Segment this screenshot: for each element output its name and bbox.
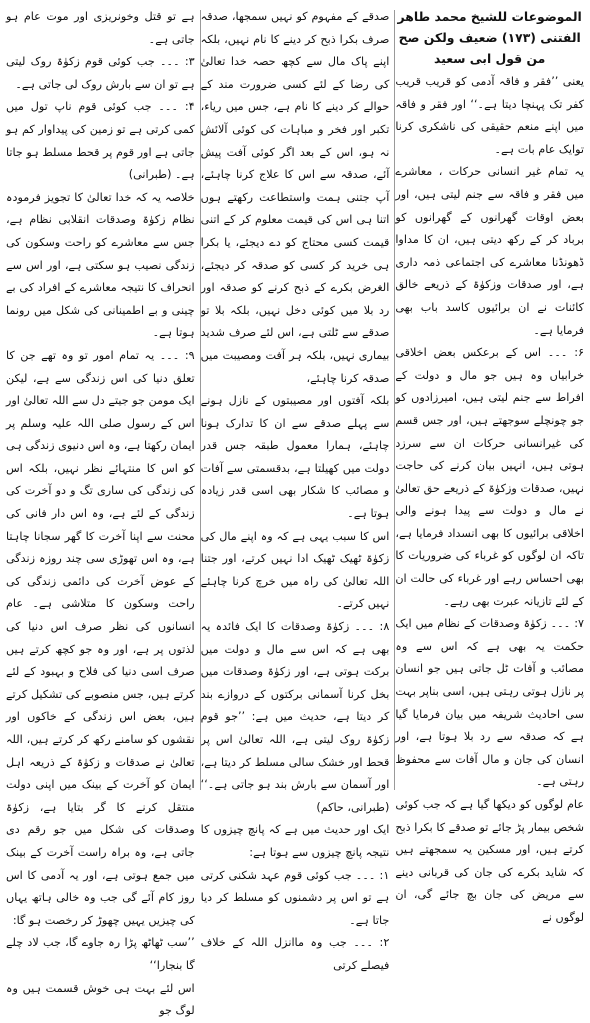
paragraph: اس لئے بہت ہی خوش قسمت ہیں وہ لوگ جو	[5, 981, 195, 1018]
column-divider	[394, 10, 395, 790]
paragraph: خلاصہ یہ کہ خدا تعالیٰ کا تجویز فرمودہ نظام زکوٰۃ وصدقات انقلابی نظام ہے، جس سے معاشرے کو راحت وسکون کی زندگی نصیب ہو سکتی ہے، اور اس سے انحراف کا نتیجہ معاشرے کے افراد کی بے چینی و بے اطمینانی کی شکل میں رونما ہوتا ہے۔	[5, 190, 195, 340]
paragraph: ’’سب ٹھاٹھ پڑا رہ جاوے گا، جب لاد چلے گا بنجارا‘‘	[5, 936, 195, 972]
paragraph: ایک اور حدیث میں ہے کہ پانچ چیزوں کا نتیجہ پانچ چیزوں سے ہوتا ہے:	[200, 823, 390, 859]
paragraph: یہ تمام غیر انسانی حرکات ، معاشرے میں فقر و فاقہ سے جنم لیتی ہیں، اور بعض اوقات گھرانوں کے گھرانوں کو برباد کر کے رکھ دیتی ہیں، ان کا مداوا ڈھونڈنا معاشرے کی اجتماعی ذمہ داری ہے، اور صدقات وزکوٰۃ کے ذریعے خالق کائنات نے ان برائیوں کاسد باب بھی فرمایا ہے۔	[395, 165, 584, 337]
column-right	[395, 6, 584, 924]
column-middle	[200, 6, 390, 972]
paragraph: ۷: ۔۔۔ زکوٰۃ وصدقات کے نظام میں ایک حکمت یہ بھی ہے کہ اس سے وہ مصائب و آفات ٹل جاتی ہیں جو انسان پر نازل ہوتی رہتی ہیں، اسی بناپر بہت سی احادیث شریفہ میں بیان فرمایا گیا ہے کہ صدقہ سے رد بلا ہوتا ہے، اور انسان کی جان و مال آفات سے محفوظ رہتی ہے۔	[395, 617, 584, 789]
paragraph: اس کا سبب یہی ہے کہ وہ اپنے مال کی زکوٰۃ ٹھیک ٹھیک ادا نہیں کرتے، اور جتنا اللہ تعالیٰ کی راہ میں خرچ کرنا چاہئے نہیں کرتے۔	[200, 529, 390, 611]
paragraph: ۶: ۔۔۔ اس کے برعکس بعض اخلاقی خرابیاں وہ ہیں جو مال و دولت کے افراط سے جنم لیتی ہیں، امیرزادوں کو جو چونچلے سوجھتے ہیں، اور جس قسم کی غیرانسانی حرکات ان سے سرزد ہوتی ہیں، انہیں بیان کرنے کی حاجت نہیں، صدقات وزکوٰۃ کے ذریعے حق تعالیٰ نے مال و دولت سے پیدا ہونے والی اخلاقی برائیوں کا بھی انسداد فرمایا ہے، تاکہ ان لوگوں کو غرباء کی ضروریات کا بھی احساس رہے اور غرباء کی حالت ان کے لئے تازیانہ عبرت بھی رہے۔	[395, 346, 584, 608]
paragraph: یعنی ’’فقر و فاقہ آدمی کو قریب قریب کفر تک پہنچا دیتا ہے۔‘‘ اور فقر و فاقہ میں اپنے منعم حقیقی کی ناشکری کرنا توایک عام بات ہے۔	[395, 75, 584, 156]
paragraph: عام لوگوں کو دیکھا گیا ہے کہ جب کوئی شخص بیمار پڑ جائے تو صدقے کا بکرا ذبح کرتے ہیں، اور مسکین یہ سمجھتے ہیں کہ شاید بکرے کی جان کی قربانی دینے سے مریض کی جان بچ جائے گی، ان لوگوں نے	[395, 798, 584, 924]
paragraph: ہے تو قتل وخونریزی اور موت عام ہو جاتی ہے۔	[5, 10, 195, 46]
paragraph: ۹: ۔۔۔ یہ تمام امور تو وہ تھے جن کا تعلق دنیا کی اس زندگی سے ہے، لیکن ایک مومن جو جیتے دل سے اللہ تعالیٰ اور اس کے رسول صلی اللہ علیہ وسلم پر ایمان رکھتا ہے، وہ اس دنیوی زندگی ہی کو اس کا منتہائے نظر نہیں، بلکہ اس کی زندگی کی ساری تگ و دو آخرت کی زندگی کے لئے ہے، وہ اس دار فانی کی محنت سے اپنا آخرت کا گھر سجانا چاہتا ہے، وہ اس تھوڑی سی چند روزہ زندگی کے عوض آخرت کی دائمی زندگی کی راحت وسکون کا متلاشی ہے۔ عام انسانوں کی نظر صرف اس دنیا کی لذتوں پر ہے، اور وہ جو کچھ کرتے ہیں صرف اسی دنیا کی فلاح و بہبود کے لئے کرتے ہیں، جس منصوبے کی تشکیل کرتے ہیں، بعض اس زندگی کے خاکوں اور نقشوں کو سامنے رکھ کر کرتے ہیں، اللہ تعالیٰ نے صدقات و زکوٰۃ کے ذریعہ اہل ایمان کو آخرت کے بینک میں اپنی دولت منتقل کرنے کا گر بتایا ہے، زکوٰۃ وصدقات کی شکل میں جو رقم دی جاتی ہے، وہ براہ راست آخرت کے بینک میں جمع ہوتی ہے، اور یہ آدمی کا اس روز کام آئے گی جب وہ خالی ہاتھ یہاں کی چیزیں یہیں چھوڑ کر رخصت ہو گا:	[5, 348, 195, 927]
column-divider	[200, 10, 201, 790]
paragraph: ۸: ۔۔۔ زکوٰۃ وصدقات کا ایک فائدہ یہ بھی ہے کہ اس سے مال و دولت میں برکت ہوتی ہے، اور زکوٰۃ وصدقات میں بخل کرنا آسمانی برکتوں کے دروازے بند کر دیتا ہے، حدیث میں ہے: ’’جو قوم زکوٰۃ روک لیتی ہے، اللہ تعالیٰ اس پر قحط اور خشک سالی مسلط کر دیتا ہے، اور آسمان سے بارش بند ہو جاتی ہے۔‘‘ (طبرانی، حاکم)	[200, 620, 390, 814]
page-heading: الموضوعات للشیخ محمد طاھر الفتنی (۱۷۳) ضعیف ولکن صح من قول ابی سعید	[397, 9, 582, 66]
paragraph: صدقے کے مفہوم کو نہیں سمجھا، صدقہ صرف بکرا ذبح کر دینے کا نام نہیں، بلکہ اپنے پاک مال سے کچھ حصہ خدا تعالیٰ کی رضا کے لئے کسی ضرورت مند کے حوالے کر دینے کا نام ہے، جس میں ریاء، تکبر اور فخر و مباہات کی کوئی آلائش نہ ہو، اس کے بعد اگر کوئی آفت پیش آئے، صدقہ سے اس کا علاج کرنا چاہئے، آپ جتنی ہمت واستطاعت رکھتے ہوں اتنا ہی اس کی قیمت معلوم کر کے اتنی قیمت کسی محتاج کو دے دیجئے، یا بکرا ہی خرید کر کسی کو صدقہ کر دیجئے، الغرض بکرے کے ذبح کرنے کو صدقہ اور رد بلا میں کوئی دخل نہیں، بلکہ بلا تو صدقے سے ٹلتی ہے، اس لئے صرف شدید بیماری نہیں، بلکہ ہر آفت ومصیبت میں صدقہ کرنا چاہئے،	[200, 10, 390, 385]
paragraph: ۴: ۔۔۔ جب کوئی قوم ناپ تول میں کمی کرتی ہے تو زمین کی پیداوار کم ہو جاتی ہے اور قوم پر قحط مسلط ہو جاتا ہے۔ (طبرانی)	[5, 100, 195, 182]
paragraph: ۲: ۔۔۔ جب وہ ماانزل اللہ کے خلاف فیصلے کرتی	[200, 936, 390, 972]
paragraph: ۳: ۔۔۔ جب کوئی قوم زکوٰۃ روک لیتی ہے تو ان سے بارش روک لی جاتی ہے۔	[5, 55, 195, 91]
paragraph: ۱: ۔۔۔ جب کوئی قوم عہد شکنی کرتی ہے تو اس پر دشمنوں کو مسلط کر دیا جاتا ہے۔	[200, 868, 390, 927]
column-left	[5, 6, 195, 1018]
paragraph: بلکہ آفتوں اور مصیبتوں کے نازل ہونے سے پہلے صدقے سے ان کا تدارک ہونا چاہئے، ہمارا معمول طبقہ جس قدر دولت میں کھیلتا ہے، بدقسمتی سے آفات و مصائب کا شکار بھی اسی قدر زیادہ ہوتا ہے۔	[200, 394, 390, 521]
